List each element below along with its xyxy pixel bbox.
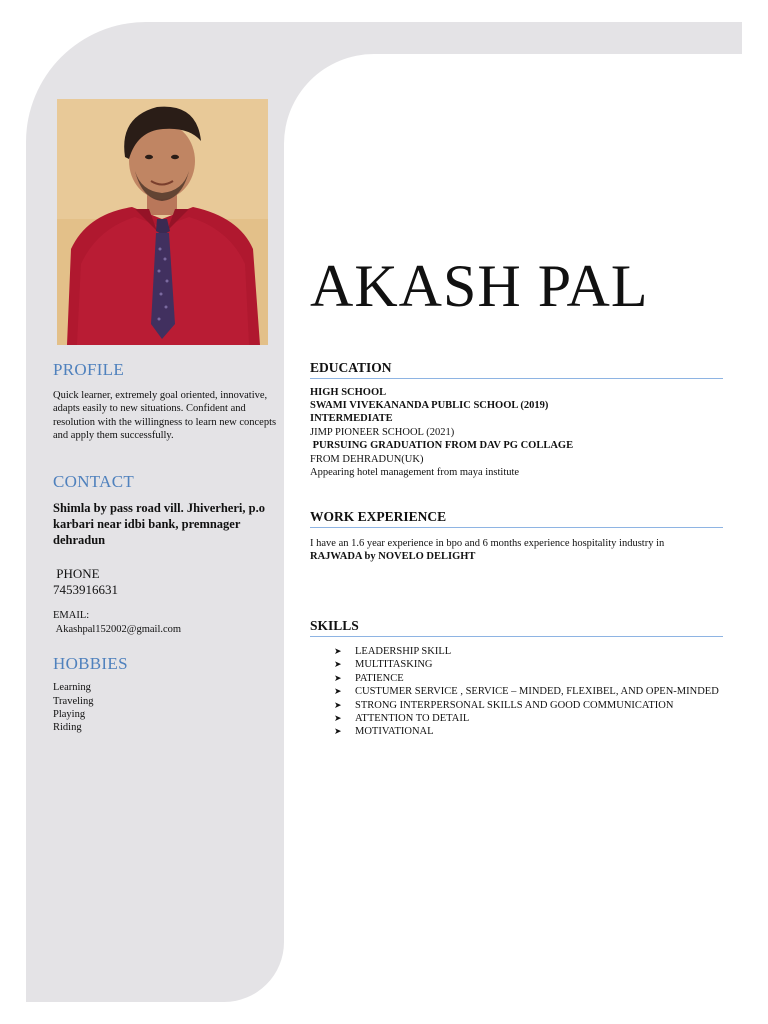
skill-item: ➤ ATTENTION TO DETAIL <box>334 713 470 725</box>
profile-heading: PROFILE <box>53 360 125 379</box>
skill-item: ➤ MULTITASKING <box>334 659 433 671</box>
hobby-item: Traveling <box>53 696 94 707</box>
contact-heading: CONTACT <box>53 472 135 491</box>
hobby-item: Playing <box>53 709 86 720</box>
arrow-bullet-icon: ➤ <box>334 713 342 724</box>
skill-item: ➤ MOTIVATIONAL <box>334 726 434 738</box>
skills-heading: SKILLS <box>310 618 723 637</box>
arrow-bullet-icon: ➤ <box>334 646 342 656</box>
profile-photo <box>57 99 268 345</box>
hobby-item: Riding <box>53 722 82 733</box>
hobbies-heading: HOBBIES <box>53 654 128 673</box>
work-company: RAJWADA by NOVELO DELIGHT <box>310 551 476 563</box>
work-experience-text <box>310 537 720 564</box>
work-experience-heading: WORK EXPERIENCE <box>310 509 723 528</box>
work-description: I have an 1.6 year experience in bpo and 6 months experience hospitality industry in <box>310 538 665 549</box>
arrow-bullet-icon: ➤ <box>334 726 342 737</box>
skills-list <box>330 645 730 739</box>
education-line: INTERMEDIATE <box>310 413 393 424</box>
education-line: FROM DEHRADUN(UK) <box>310 454 424 465</box>
skill-item: ➤ STRONG INTERPERSONAL SKILLS AND GOOD COMMUNICATION <box>334 699 674 711</box>
email-address: Akashpal152002@gmail.com <box>55 624 182 635</box>
education-line: JIMP PIONEER SCHOOL (2021) <box>310 427 455 438</box>
education-heading: EDUCATION <box>310 360 723 379</box>
hobby-item: Learning <box>53 682 91 693</box>
education-line: Appearing hotel management from maya institute <box>310 467 520 478</box>
skill-item: ➤ LEADERSHIP SKILL <box>334 646 452 657</box>
contact-address: Shimla by pass road vill. Jhiverheri, p.o karbari near idbi bank, premnager dehradun <box>53 501 265 547</box>
phone-number: 7453916631 <box>53 582 118 597</box>
email-label: EMAIL: <box>53 610 90 621</box>
skill-item: ➤ CUSTUMER SERVICE , SERVICE – MINDED, FLEXIBEL, AND OPEN-MINDED <box>334 686 719 698</box>
education-line: PURSUING GRADUATION FROM DAV PG COLLAGE <box>310 440 574 451</box>
phone-label: PHONE <box>56 566 100 581</box>
arrow-bullet-icon: ➤ <box>334 686 342 697</box>
arrow-bullet-icon: ➤ <box>334 672 342 683</box>
skill-item: ➤ PATIENCE <box>334 672 404 684</box>
decorative-curve-mask <box>284 54 464 234</box>
person-portrait-image <box>57 99 268 345</box>
profile-text: Quick learner, extremely goal oriented, innovative, adapts easily to new situations. Confident and resolution with the willingness to learn new concepts and apply them successfully. <box>53 390 277 442</box>
education-line: SWAMI VIVEKANANDA PUBLIC SCHOOL (2019) <box>310 400 549 411</box>
arrow-bullet-icon: ➤ <box>334 659 342 670</box>
education-line: HIGH SCHOOL <box>310 387 387 398</box>
arrow-bullet-icon: ➤ <box>334 699 342 710</box>
candidate-name: AKASH PAL <box>310 253 649 319</box>
